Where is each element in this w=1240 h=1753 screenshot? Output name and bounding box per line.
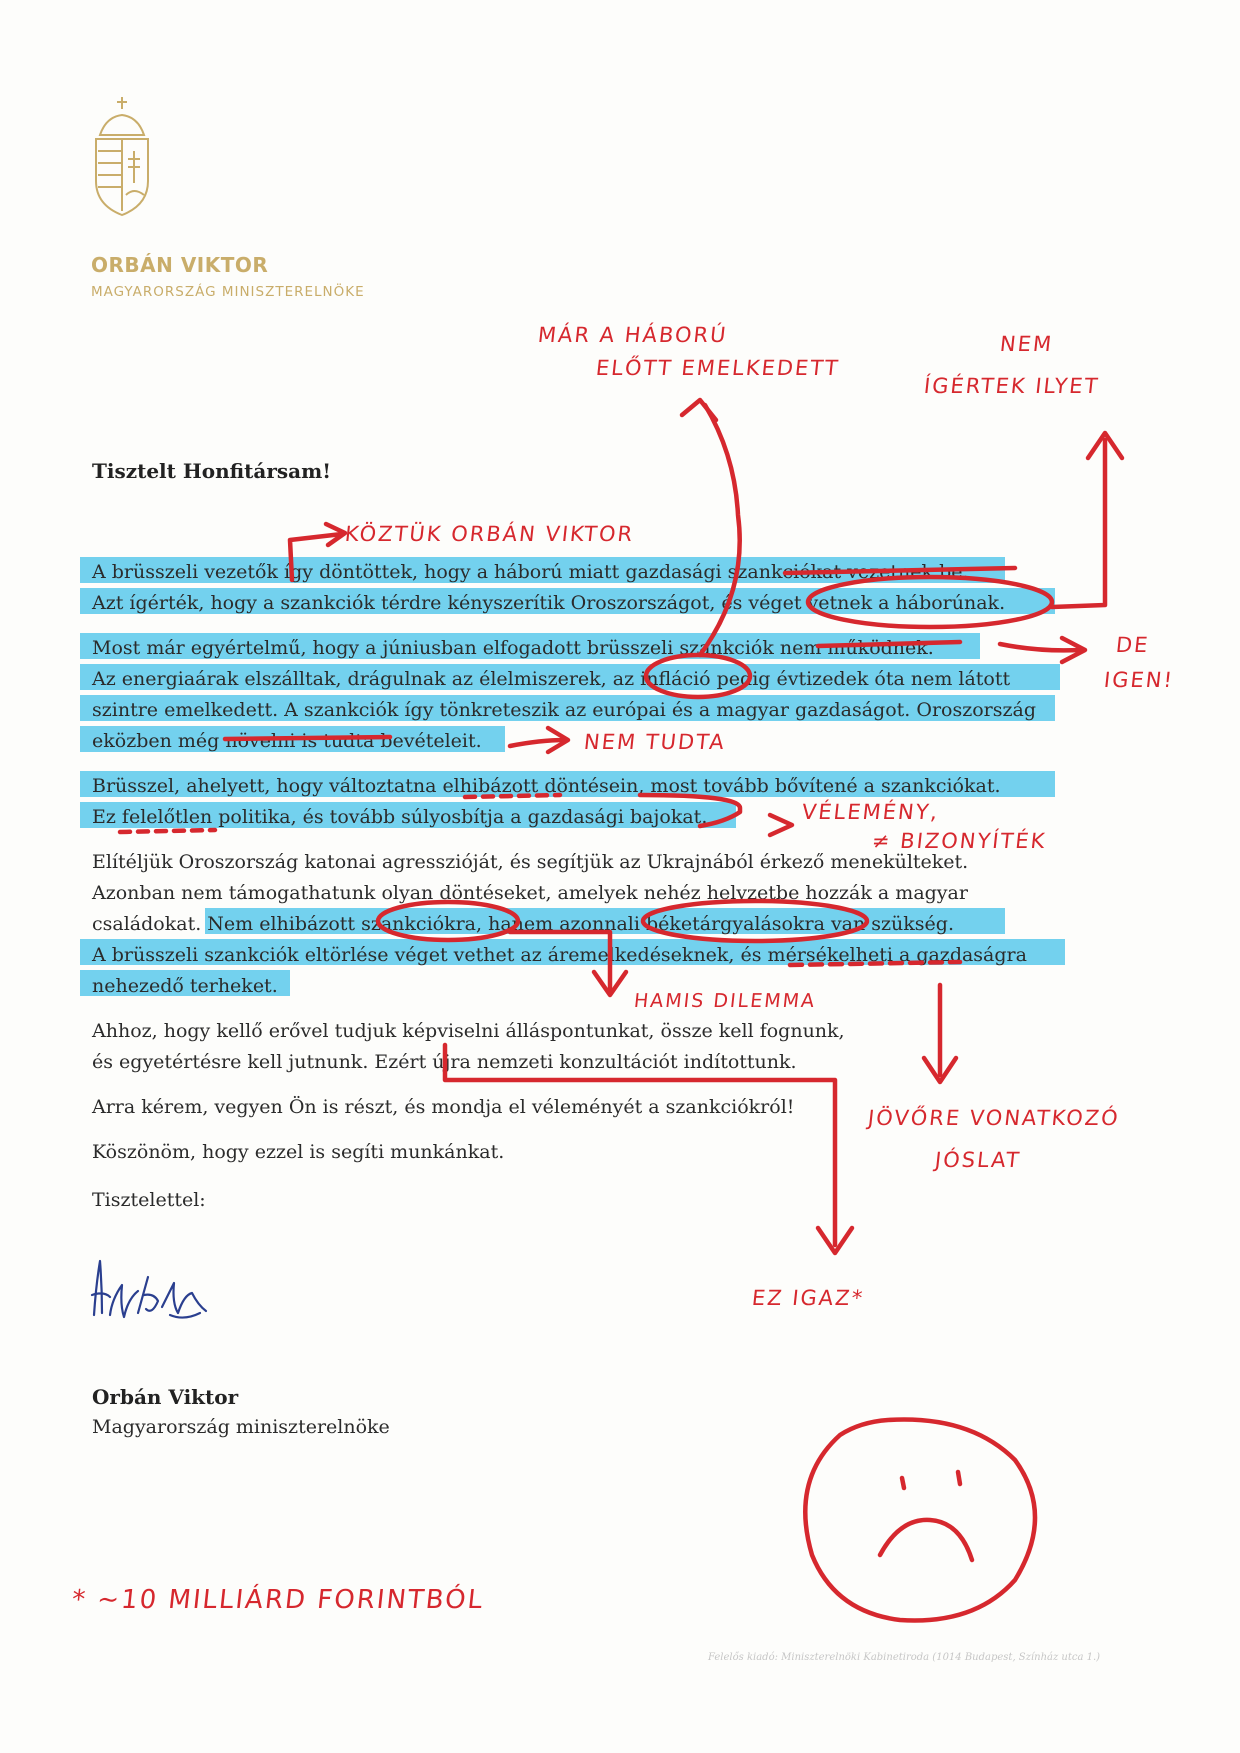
body-line: Ahhoz, hogy kellő erővel tudjuk képviselni álláspontunkat, össze kell fognunk, xyxy=(92,1020,845,1042)
note-nem: NEM xyxy=(998,332,1055,356)
body-line: Elítéljük Oroszország katonai agresszióját, és segítjük az Ukrajnából érkező menekülteket. xyxy=(92,851,969,873)
note-mar-a-haboru: MÁR A HÁBORÚ xyxy=(536,323,729,347)
ink-dashed-underline xyxy=(465,795,560,797)
note-velemeny: VÉLEMÉNY, xyxy=(800,800,941,824)
ink-dashed-underline xyxy=(790,962,960,965)
note-elott-emelkedett: ELŐTT EMELKEDETT xyxy=(594,356,841,380)
ink-dashed-underline xyxy=(120,830,215,832)
ink-arrow xyxy=(445,1045,835,1245)
note-footnote-10-milliard: * ~10 MILLIÁRD FORINTBÓL xyxy=(70,1585,486,1615)
body-line: Azt ígérték, hogy a szankciók térdre kényszerítik Oroszországot, és véget vetnek a háborúnak. xyxy=(92,592,1006,614)
note-koztuk-orban-viktor: KÖZTÜK ORBÁN VIKTOR xyxy=(343,522,636,546)
note-ez-igaz: EZ IGAZ* xyxy=(750,1286,866,1310)
body-line: szintre emelkedett. A szankciók így tönkreteszik az európai és a magyar gazdaságot. Oroszország xyxy=(92,699,1037,721)
note-joslat: JÓSLAT xyxy=(933,1148,1023,1172)
body-line: családokat. Nem elhibázott szankciókra, hanem azonnali béketárgyalásokra van szükség. xyxy=(92,913,954,935)
ink-arrow xyxy=(1000,644,1080,650)
note-nem-tudta: NEM TUDTA xyxy=(582,730,727,754)
ink-arrow xyxy=(640,795,740,826)
body-line: és egyetértésre kell jutnunk. Ezért újra nemzeti konzultációt indítottunk. xyxy=(92,1051,797,1073)
closing-line: Tisztelettel: xyxy=(92,1189,206,1211)
body-line: nehezedő terheket. xyxy=(92,975,278,997)
ink-arrow xyxy=(1052,440,1105,607)
note-nem-igertek-ilyet: ÍGÉRTEK ILYET xyxy=(922,374,1101,398)
body-line: Most már egyértelmű, hogy a júniusban elfogadott brüsszeli szankciók nem működnek. xyxy=(92,637,934,659)
salutation: Tisztelt Honfitársam! xyxy=(92,459,332,483)
ink-circle xyxy=(378,902,518,940)
note-igen: IGEN! xyxy=(1102,668,1176,692)
body-line: Azonban nem támogathatunk olyan döntéseket, amelyek nehéz helyzetbe hozzák a magyar xyxy=(92,882,968,904)
body-line: Arra kérem, vegyen Ön is részt, és mondja el véleményét a szankciókról! xyxy=(92,1096,795,1118)
body-line: A brüsszeli vezetők így döntöttek, hogy a háború miatt gazdasági szankciókat vezetnek be. xyxy=(92,561,969,583)
letterhead-name: ORBÁN VIKTOR xyxy=(91,253,269,277)
body-line: Köszönöm, hogy ezzel is segíti munkánkat. xyxy=(92,1141,505,1163)
ink-arrow xyxy=(700,405,740,655)
signature-name: Orbán Viktor xyxy=(92,1385,239,1409)
ink-underline xyxy=(225,737,390,739)
note-de: DE xyxy=(1114,633,1151,657)
letterhead-title: MAGYARORSZÁG MINISZTERELNÖKE xyxy=(91,284,365,300)
strike-through-line xyxy=(785,568,1015,573)
note-nem-bizonyitek: ≠ BIZONYÍTÉK xyxy=(870,829,1048,853)
note-hamis-dilemma: HAMIS DILEMMA xyxy=(632,990,818,1012)
ink-circle xyxy=(808,577,1052,627)
ink-circle xyxy=(643,901,867,941)
body-line: A brüsszeli szankciók eltörlése véget vethet az áremelkedéseknek, és mérsékelheti a gazdaságra xyxy=(92,944,1027,966)
ink-arrow xyxy=(510,932,610,990)
body-line: Az energiaárak elszálltak, drágulnak az élelmiszerek, az infláció pedig évtizedek óta nem látott xyxy=(92,668,1011,690)
publisher-footer: Felelős kiadó: Miniszterelnöki Kabinetiroda (1014 Budapest, Színház utca 1.) xyxy=(708,1652,1101,1663)
ink-underline xyxy=(818,642,960,646)
note-jovore-vonatkozo: JÖVŐRE VONATKOZÓ xyxy=(866,1106,1121,1130)
ink-circle xyxy=(646,655,750,697)
body-line: Ez felelőtlen politika, és tovább súlyosbítja a gazdasági bajokat. xyxy=(92,806,708,828)
frowning-face-icon xyxy=(805,1420,1035,1621)
signature-title: Magyarország miniszterelnöke xyxy=(92,1416,390,1438)
body-line: Brüsszel, ahelyett, hogy változtatna elhibázott döntésein, most tovább bővítené a szankciókat. xyxy=(92,775,1001,797)
body-line: eközben még növelni is tudta bevételeit. xyxy=(92,730,482,752)
